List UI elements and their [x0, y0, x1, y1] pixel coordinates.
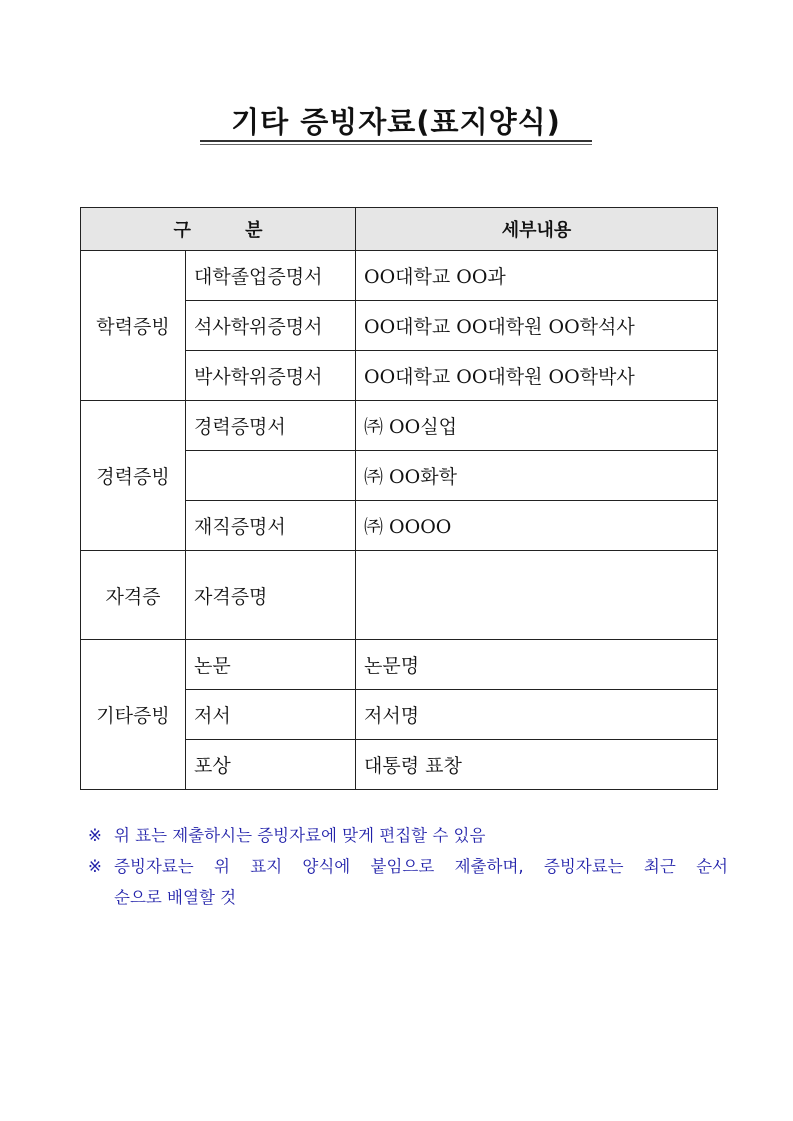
- header-category: 구 분: [81, 208, 356, 251]
- title-underline: [200, 140, 592, 142]
- row-item: 재직증명서: [186, 501, 356, 551]
- note-text: 위 표는 제출하시는 증빙자료에 맞게 편집할 수 있음: [114, 826, 486, 845]
- note-mark: ※: [88, 857, 102, 876]
- table-row: [81, 401, 718, 451]
- row-detail: 저서명: [356, 690, 718, 740]
- row-item: 박사학위증명서: [186, 351, 356, 401]
- note-mark: ※: [88, 826, 102, 845]
- table-row: [81, 640, 718, 690]
- row-item: 논문: [186, 640, 356, 690]
- row-detail: ㈜ OO화학: [356, 451, 718, 501]
- note-item: [88, 851, 728, 913]
- table-header-row: [81, 208, 718, 251]
- group-label-other: 기타증빙: [81, 640, 186, 790]
- row-detail: OO대학교 OO대학원 OO학박사: [356, 351, 718, 401]
- row-item: 저서: [186, 690, 356, 740]
- row-item: 경력증명서: [186, 401, 356, 451]
- evidence-table: [80, 207, 718, 790]
- header-detail: 세부내용: [356, 208, 718, 251]
- table-row: [81, 251, 718, 301]
- row-item: 대학졸업증명서: [186, 251, 356, 301]
- row-detail: 대통령 표창: [356, 740, 718, 790]
- page-title: 기타 증빙자료(표지양식): [231, 105, 561, 139]
- table-row: [81, 551, 718, 640]
- row-item: 석사학위증명서: [186, 301, 356, 351]
- row-detail: [356, 551, 718, 640]
- row-detail: OO대학교 OO과: [356, 251, 718, 301]
- notes: [88, 820, 728, 913]
- row-item: [186, 451, 356, 501]
- title-underline-thin: [200, 144, 592, 145]
- group-label-certificate: 자격증: [81, 551, 186, 640]
- note-text: 증빙자료는 위 표지 양식에 붙임으로 제출하며, 증빙자료는 최근 순서: [114, 857, 728, 876]
- note-text-continued: 순으로 배열할 것: [114, 888, 237, 907]
- row-detail: OO대학교 OO대학원 OO학석사: [356, 301, 718, 351]
- row-detail: ㈜ OOOO: [356, 501, 718, 551]
- row-item: 자격증명: [186, 551, 356, 640]
- note-item: [88, 820, 728, 851]
- group-label-education: 학력증빙: [81, 251, 186, 401]
- row-item: 포상: [186, 740, 356, 790]
- group-label-career: 경력증빙: [81, 401, 186, 551]
- row-detail: 논문명: [356, 640, 718, 690]
- row-detail: ㈜ OO실업: [356, 401, 718, 451]
